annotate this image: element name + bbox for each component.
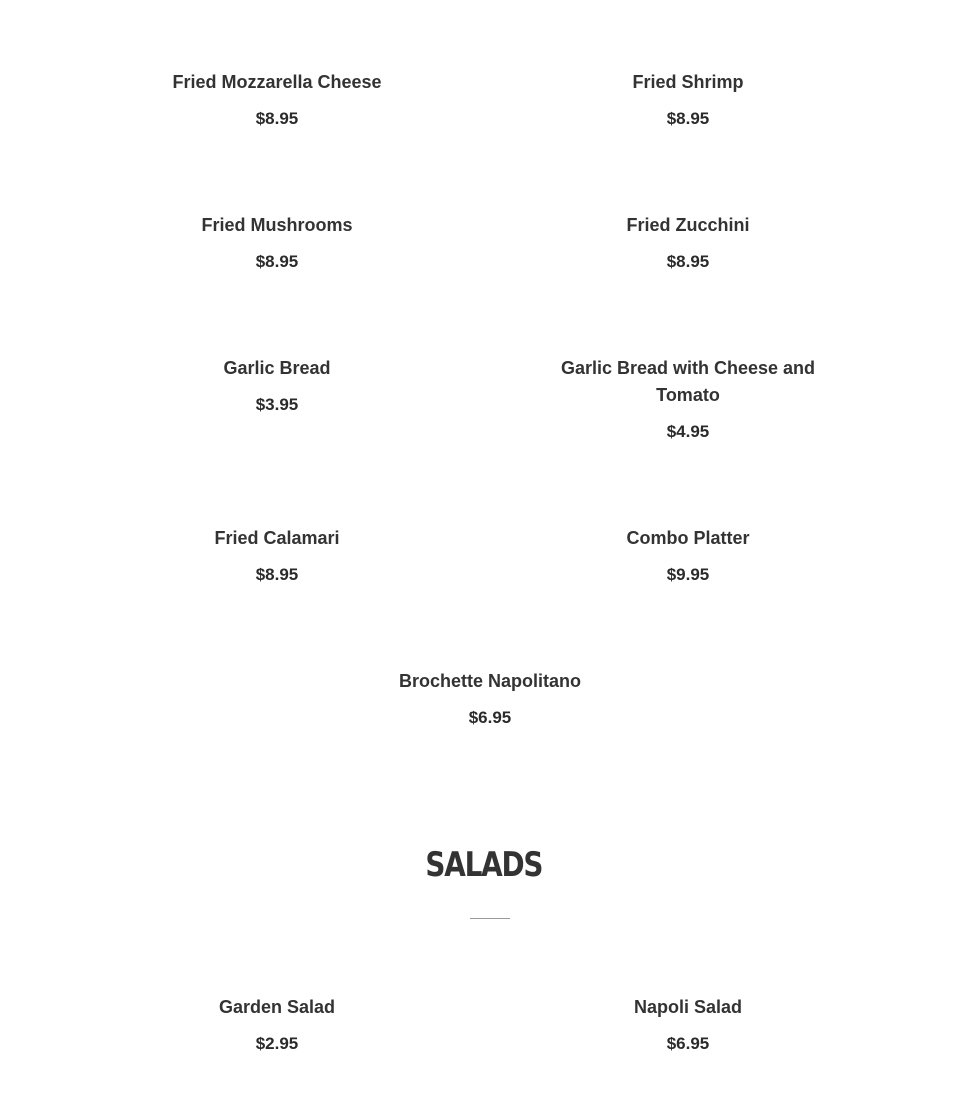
menu-item-fried-shrimp <box>538 69 838 130</box>
menu-item-name: Combo Platter <box>626 528 750 548</box>
menu-item-garlic-bread-with-cheese-and-tomato <box>538 355 838 443</box>
menu-item-price: $8.95 <box>666 252 710 271</box>
menu-item-name: Fried Calamari <box>214 528 340 548</box>
menu-item-garlic-bread <box>127 355 427 416</box>
section-heading-salads: SALADS <box>425 845 543 885</box>
menu-item-fried-mozzarella-cheese <box>127 69 427 130</box>
section-divider <box>470 918 510 919</box>
menu-item-name: Garlic Bread with Cheese and Tomato <box>560 358 816 405</box>
menu-item-name: Fried Shrimp <box>632 72 744 92</box>
menu-item-price: $3.95 <box>255 395 299 414</box>
menu-item-name: Garlic Bread <box>223 358 331 378</box>
menu-item-price: $8.95 <box>255 565 299 584</box>
menu-item-price: $6.95 <box>666 1034 710 1053</box>
menu-item-name: Garden Salad <box>218 997 336 1017</box>
menu-item-name: Napoli Salad <box>633 997 743 1017</box>
menu-item-napoli-salad <box>538 994 838 1055</box>
menu-item-price: $2.95 <box>255 1034 299 1053</box>
menu-item-fried-zucchini <box>538 212 838 273</box>
menu-item-fried-calamari <box>127 525 427 586</box>
menu-item-name: Fried Mushrooms <box>201 215 353 235</box>
menu-item-price: $8.95 <box>255 252 299 271</box>
menu-item-price: $6.95 <box>468 708 512 727</box>
menu-item-name: Fried Mozzarella Cheese <box>172 72 382 92</box>
menu-item-name: Brochette Napolitano <box>398 671 581 691</box>
menu-item-combo-platter <box>538 525 838 586</box>
menu-item-price: $4.95 <box>666 422 710 441</box>
menu-item-name: Fried Zucchini <box>626 215 750 235</box>
menu-item-price: $9.95 <box>666 565 710 584</box>
menu-item-price: $8.95 <box>666 109 710 128</box>
menu-item-garden-salad <box>127 994 427 1055</box>
menu-item-brochette-napolitano <box>340 668 640 729</box>
menu-item-fried-mushrooms <box>127 212 427 273</box>
menu-item-price: $8.95 <box>255 109 299 128</box>
